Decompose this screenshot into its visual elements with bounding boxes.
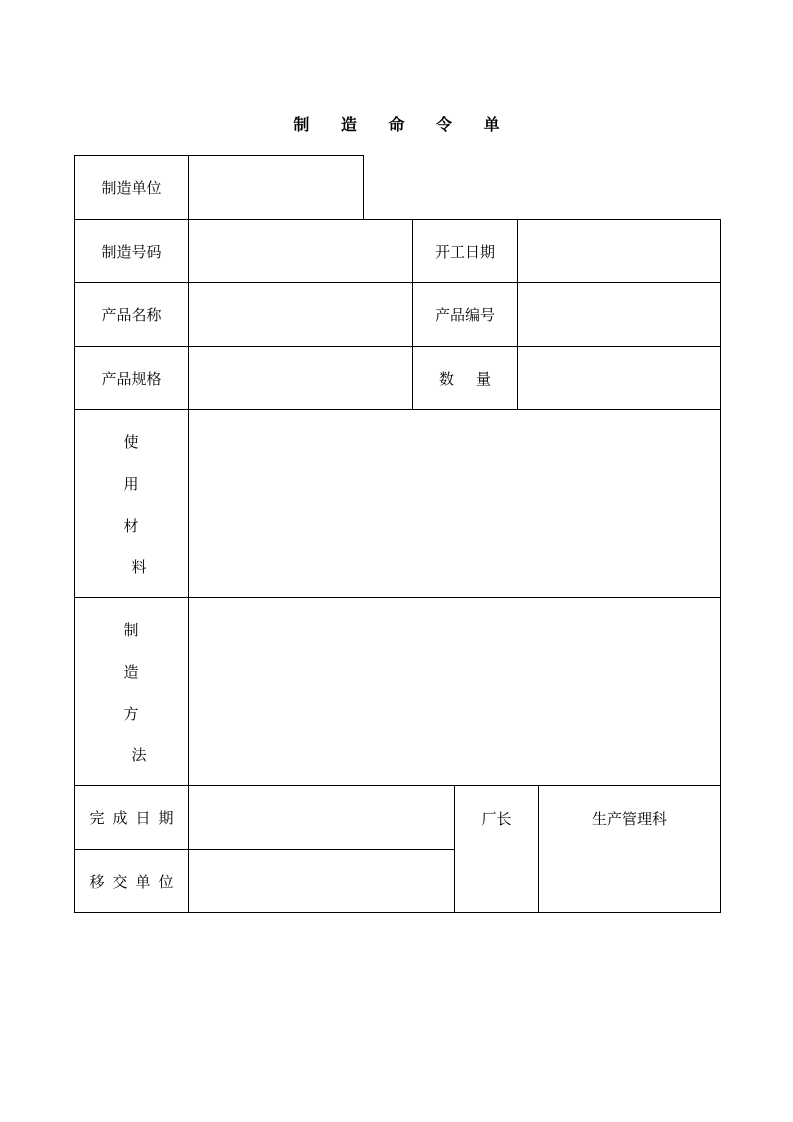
manufacturing-number-label: 制造号码 (74, 219, 189, 283)
materials-label-char: 使 (123, 433, 139, 451)
factory-director-label: 厂长 (454, 785, 539, 913)
product-spec-field[interactable] (188, 346, 413, 410)
method-label-char: 法 (131, 746, 147, 764)
start-date-label: 开工日期 (412, 219, 518, 283)
materials-label (74, 409, 189, 598)
method-label-char: 制 (123, 621, 139, 639)
quantity-field[interactable] (517, 346, 721, 410)
product-name-label: 产品名称 (74, 282, 189, 347)
method-label-char: 方 (123, 705, 139, 723)
materials-field[interactable] (188, 409, 721, 598)
quantity-label: 数量 (412, 346, 518, 410)
manufacturing-unit-label: 制造单位 (74, 155, 189, 220)
method-field[interactable] (188, 597, 721, 786)
product-name-field[interactable] (188, 282, 413, 347)
completion-date-field[interactable] (188, 785, 455, 850)
materials-label-char: 材 (123, 517, 139, 535)
completion-date-label: 完成日期 (74, 785, 189, 850)
manufacturing-number-field[interactable] (188, 219, 413, 283)
document-title: 制 造 命 令 单 (293, 115, 513, 134)
method-label-char: 造 (123, 663, 139, 681)
product-spec-label: 产品规格 (74, 346, 189, 410)
transfer-unit-field[interactable] (188, 849, 455, 913)
transfer-unit-label: 移交单位 (74, 849, 189, 913)
product-code-label: 产品编号 (412, 282, 518, 347)
product-code-field[interactable] (517, 282, 721, 347)
start-date-field[interactable] (517, 219, 721, 283)
materials-label-char: 用 (123, 475, 139, 493)
manufacturing-unit-field[interactable] (188, 155, 364, 220)
materials-label-char: 料 (131, 558, 147, 576)
method-label (74, 597, 189, 786)
production-management-label: 生产管理科 (538, 785, 721, 913)
